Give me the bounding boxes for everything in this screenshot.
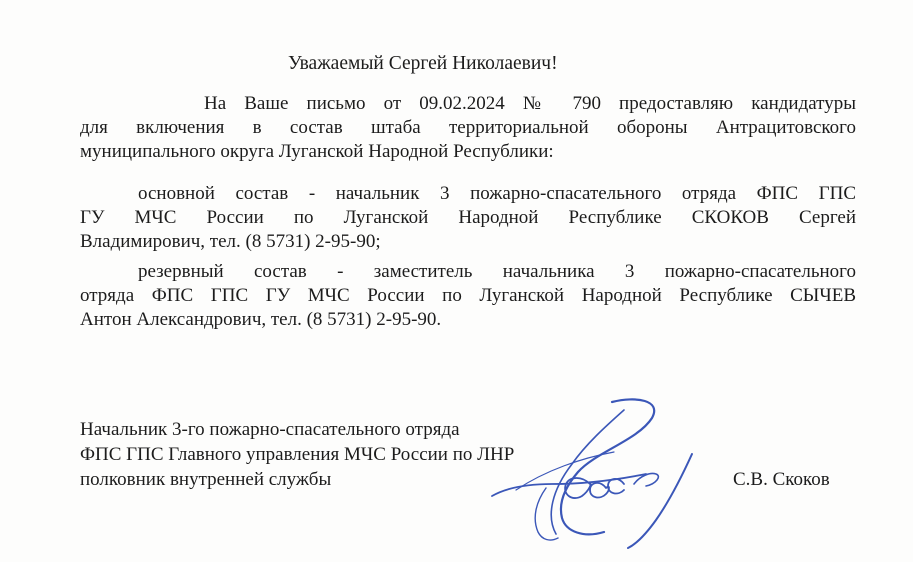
- body-line-8: отряда ФПС ГПС ГУ МЧС России по Луганской Народной Республике СЫЧЕВ: [80, 285, 856, 306]
- body-line-4: основной состав - начальник 3 пожарно-спасательного отряда ФПС ГПС: [138, 183, 856, 204]
- handwritten-signature-icon: [486, 392, 716, 552]
- salutation: Уважаемый Сергей Николаевич!: [288, 53, 558, 74]
- body-line-1: На Ваше письмо от 09.02.2024 № 790 предоставляю кандидатуры: [204, 93, 856, 114]
- body-line-5: ГУ МЧС России по Луганской Народной Республике СКОКОВ Сергей: [80, 207, 856, 228]
- body-line-3: муниципального округа Луганской Народной Республики:: [80, 141, 554, 162]
- body-line-9: Антон Александрович, тел. (8 5731) 2-95-90.: [80, 309, 442, 330]
- body-line-7: резервный состав - заместитель начальника 3 пожарно-спасательного: [138, 261, 856, 282]
- body-line-2: для включения в состав штаба территориальной обороны Антрацитовского: [80, 117, 856, 138]
- body-line-6: Владимирович, тел. (8 5731) 2-95-90;: [80, 231, 381, 252]
- signer-title-line-3: полковник внутренней службы: [80, 469, 332, 490]
- signer-title-line-1: Начальник 3-го пожарно-спасательного отряда: [80, 419, 460, 440]
- signer-name: С.В. Скоков: [733, 469, 830, 490]
- signer-title-line-2: ФПС ГПС Главного управления МЧС России по ЛНР: [80, 444, 515, 465]
